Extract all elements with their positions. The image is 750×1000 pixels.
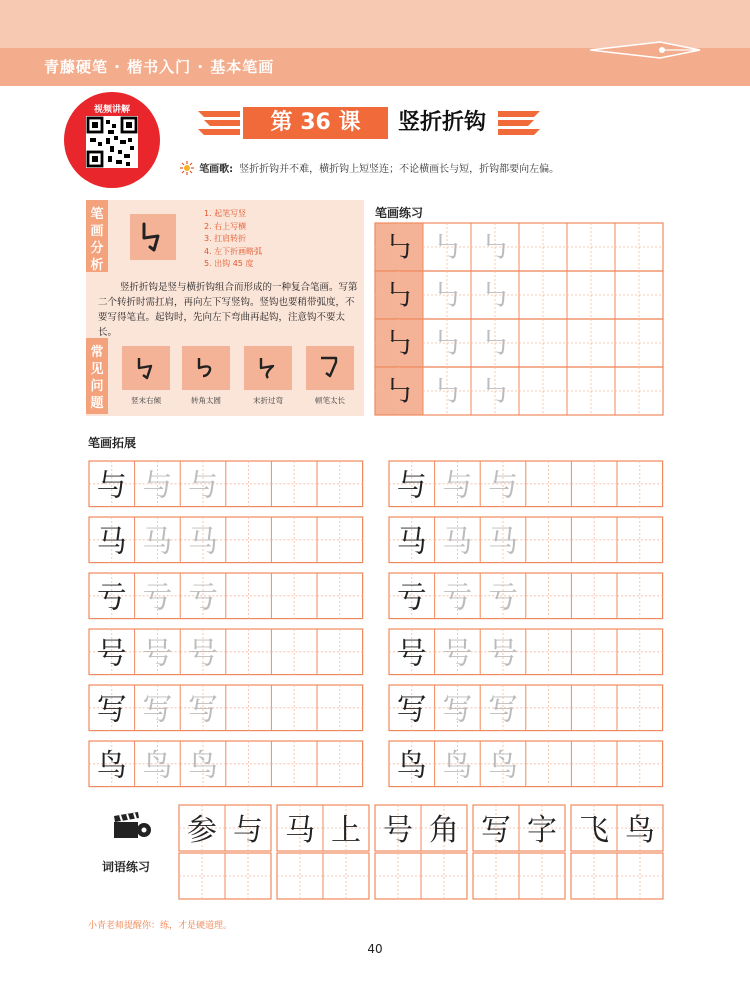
step-item: 2. 右上写横	[204, 221, 247, 231]
issue-glyph	[182, 346, 230, 390]
stroke-glyph: ㇉	[384, 326, 414, 362]
extension-glyph: 与	[96, 468, 127, 504]
stroke-glyph: ㇉	[432, 230, 462, 266]
issue-caption: 转角太圆	[191, 396, 221, 405]
extension-glyph: 马	[188, 524, 218, 560]
extension-glyph: 号	[488, 636, 518, 672]
flower-icon	[180, 161, 194, 175]
stroke-practice-grid	[374, 222, 664, 418]
lesson-title	[190, 103, 550, 143]
stroke-glyph: ㇉	[480, 230, 510, 266]
extension-glyph: 号	[96, 636, 127, 672]
extension-glyph: 马	[442, 524, 473, 560]
extension-glyph: 写	[142, 692, 173, 728]
teacher-hint: 小青老师提醒你：练，才是硬道理。	[88, 921, 233, 931]
step-item: 4. 左下折画略弧	[204, 246, 263, 256]
extension-row	[88, 628, 364, 676]
extension-glyph: 号	[442, 636, 473, 672]
issue-caption: 末折过弯	[253, 396, 283, 405]
stroke-glyph: ㇉	[384, 278, 414, 314]
extension-glyph: 亏	[96, 580, 127, 616]
extension-glyph: 亏	[488, 580, 518, 616]
issue-card	[306, 346, 354, 406]
word-glyph: 马	[285, 812, 315, 848]
word-glyph: 与	[233, 812, 263, 848]
word-block	[570, 804, 664, 900]
word-block	[374, 804, 468, 900]
issue-caption: 顿笔太长	[315, 396, 345, 405]
analysis-description: 竖折折钩是竖与横折钩组合而形成的一种复合笔画。写第二个转折时需扛肩，再向左下写竖钩。竖钩也要稍带弧度，不要写得笔直。起钩时，先向左下弯曲再起钩，注意钩不要太长。	[98, 282, 358, 338]
extension-glyph: 马	[96, 524, 127, 560]
word-glyph: 参	[187, 812, 217, 848]
issue-glyph	[244, 346, 292, 390]
extension-glyph: 写	[488, 692, 518, 728]
issue-caption: 竖末右倾	[131, 396, 161, 405]
extension-glyph: 与	[442, 468, 473, 504]
extension-glyph: 亏	[442, 580, 473, 616]
stroke-song	[180, 160, 559, 175]
extension-glyph: 鸟	[488, 748, 518, 784]
extension-glyph: 写	[96, 692, 127, 728]
stroke-glyph: ㇉	[480, 374, 510, 410]
word-glyph: 鸟	[625, 812, 655, 848]
extension-glyph: 马	[488, 524, 518, 560]
stroke-glyph: ㇉	[432, 326, 462, 362]
extension-row	[88, 684, 364, 732]
word-glyph: 号	[383, 812, 413, 848]
extension-glyph: 鸟	[188, 748, 218, 784]
extension-row	[388, 516, 664, 564]
stroke-sample	[130, 214, 176, 260]
issues-label: 常见问题	[86, 338, 108, 414]
extension-title: 笔画拓展	[88, 436, 137, 450]
extension-glyph: 号	[188, 636, 218, 672]
stroke-glyph: ㇉	[384, 230, 414, 266]
stroke-steps	[204, 208, 262, 271]
qr-badge[interactable]	[64, 92, 160, 188]
extension-row	[388, 684, 664, 732]
issue-card	[182, 346, 230, 406]
word-block	[472, 804, 566, 900]
pen-nib-icon	[590, 20, 710, 70]
title-stripes-left	[190, 103, 242, 143]
extension-glyph: 号	[396, 636, 427, 672]
extension-glyph: 与	[488, 468, 518, 504]
extension-row	[388, 460, 664, 508]
analysis-panel	[86, 200, 364, 416]
extension-row	[88, 460, 364, 508]
extension-glyph: 写	[396, 692, 427, 728]
extension-row	[388, 740, 664, 788]
clapperboard-icon	[112, 808, 152, 844]
extension-glyph: 与	[142, 468, 173, 504]
stroke-glyph: ㇉	[432, 374, 462, 410]
qr-label: 视频讲解	[93, 105, 130, 115]
title-stripes-right	[498, 103, 550, 143]
stroke-glyph: ㇉	[480, 278, 510, 314]
stroke-sample-glyph	[130, 214, 176, 260]
extension-glyph: 与	[188, 468, 218, 504]
stroke-practice-title: 笔画练习	[375, 206, 424, 220]
step-item: 1. 起笔写竖	[204, 209, 247, 218]
extension-glyph: 写	[442, 692, 473, 728]
extension-glyph: 写	[188, 692, 218, 728]
extension-glyph: 号	[142, 636, 173, 672]
extension-glyph: 鸟	[96, 748, 127, 784]
words-label: 词语练习	[102, 860, 151, 874]
extension-row	[88, 740, 364, 788]
lesson-number: 第 36 课	[243, 107, 388, 139]
step-item: 5. 出钩 45 度	[204, 259, 254, 268]
extension-glyph: 亏	[142, 580, 173, 616]
word-glyph: 写	[481, 812, 511, 848]
extension-row	[88, 572, 364, 620]
stroke-glyph: ㇉	[432, 278, 462, 314]
issue-glyph	[122, 346, 170, 390]
word-block	[276, 804, 370, 900]
analysis-label: 笔画分析	[86, 200, 108, 272]
extension-row	[88, 516, 364, 564]
word-glyph: 飞	[579, 812, 609, 848]
words-practice-grid	[178, 804, 662, 900]
stroke-glyph: ㇉	[384, 374, 414, 410]
step-item: 3. 扛肩转折	[204, 234, 247, 243]
extension-glyph: 鸟	[396, 748, 427, 784]
series-title: 青藤硬笔 · 楷书入门 · 基本笔画	[44, 58, 275, 76]
qr-code-icon[interactable]	[86, 116, 138, 168]
word-block	[178, 804, 272, 900]
issue-glyph	[306, 346, 354, 390]
issue-card	[122, 346, 170, 406]
extension-glyph: 鸟	[442, 748, 473, 784]
lesson-name: 竖折折钩	[398, 110, 487, 135]
issue-card	[244, 346, 292, 406]
extension-glyph: 亏	[188, 580, 218, 616]
extension-row	[388, 628, 664, 676]
extension-glyph: 马	[142, 524, 173, 560]
word-glyph: 字	[527, 812, 557, 848]
song-label: 笔画歌:	[199, 164, 234, 175]
extension-glyph: 与	[396, 468, 427, 504]
extension-glyph: 马	[396, 524, 427, 560]
stroke-glyph: ㇉	[480, 326, 510, 362]
extension-row	[388, 572, 664, 620]
song-text: 竖折折钩并不难，横折钩上短竖连；不论横画长与短，折钩都要向左偏。	[239, 164, 560, 175]
word-glyph: 角	[429, 812, 459, 848]
word-glyph: 上	[331, 812, 361, 848]
page-number: 40	[367, 942, 383, 956]
extension-glyph: 鸟	[142, 748, 173, 784]
extension-glyph: 亏	[396, 580, 427, 616]
